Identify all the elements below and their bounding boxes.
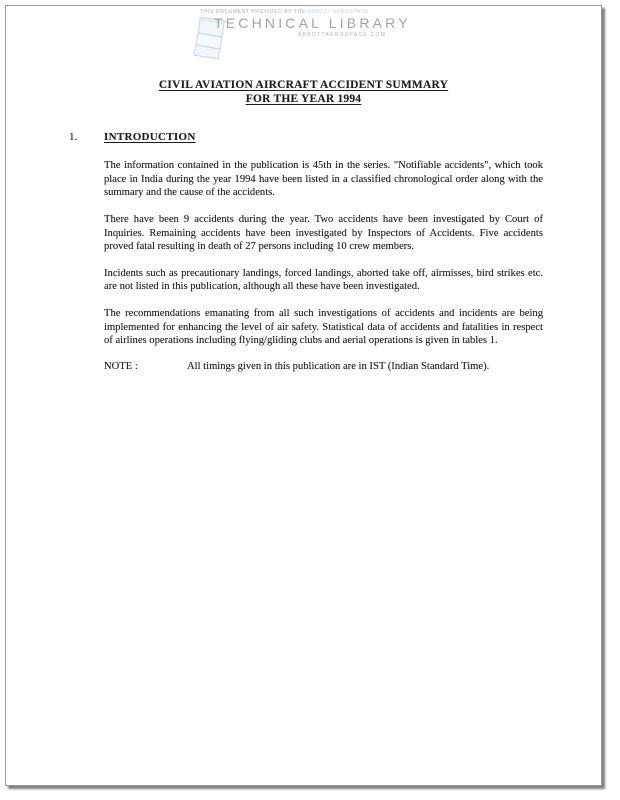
note-text: All timings given in this publication are in IST (Indian Standard Time). [187,361,490,373]
paragraph-introduction-3: Incidents such as precautionary landings, forced landings, aborted take off, airmisses, bird strikes etc. are not listed in this publication, although all these have been investigated. [104,267,543,293]
note-label: NOTE : [104,361,138,373]
section-number: 1. [69,131,78,143]
document-title [6,78,601,106]
document-body [69,131,543,374]
paragraph-introduction-2: There have been 9 accidents during the year. Two accidents have been investigated by Court of Inquiries. Remaining accidents have been investigated by Inspectors of Accidents. Five accidents proved fatal resulting in death of 27 persons including 10 crew members. [104,214,543,252]
watermark-title: TECHNICAL LIBRARY [214,15,411,31]
paragraph-introduction-1: The information contained in the publication is 45th in the series. "Notifiable accidents", which took place in India during the year 1994 have been listed in a classified chronological order along with the summary and the cause of the accidents. [104,160,543,199]
section-heading: INTRODUCTION [104,131,196,143]
watermark-brand-text: ABBOTT AEROSPACE [307,9,369,15]
watermark-provided-text: THIS DOCUMENT PROVIDED BY THE [200,9,306,15]
watermark-url: ABBOTTAEROSPACE.COM [298,32,387,38]
paragraph-introduction-4: The recommendations emanating from all such investigations of accidents and incidents are being implemented for enhancing the level of air safety. Statistical data of accidents and fatalities in respect of airlines operations including flying/gliding clubs and aerial operations is given in tables 1. [104,308,543,346]
document-title-line1: CIVIL AVIATION AIRCRAFT ACCIDENT SUMMARY [158,79,449,91]
section-heading-row [69,131,543,144]
document-page [5,5,602,786]
document-content [6,6,601,374]
note-row [104,360,543,373]
document-title-line2: FOR THE YEAR 1994 [245,93,362,105]
